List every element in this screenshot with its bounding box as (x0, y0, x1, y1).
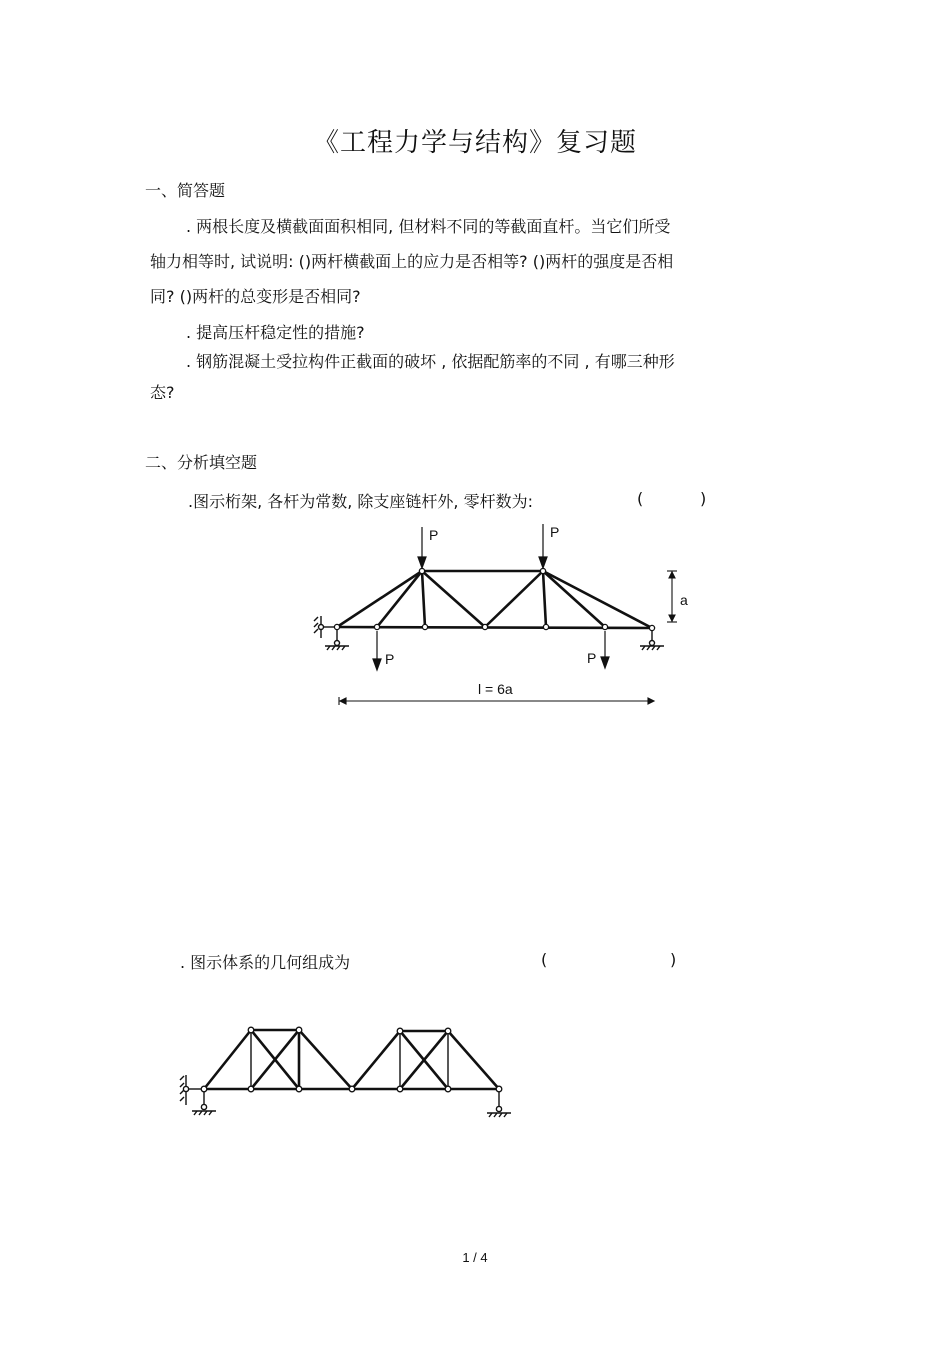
section-heading-2: 二、分析填空题 (145, 453, 258, 472)
answer-bracket-close-1: ) (700, 489, 707, 508)
span-label: l = 6a (478, 681, 513, 697)
answer-bracket-open-2: ( (541, 950, 548, 969)
question-3-line-1: . 钢筋混凝土受拉构件正截面的破坏 , 依据配筋率的不同 , 有哪三种形 (186, 352, 675, 371)
page-title: 《工程力学与结构》复习题 (312, 128, 637, 158)
answer-bracket-close-2: ) (670, 950, 677, 969)
height-label: a (680, 592, 688, 608)
question-3-line-2: 态? (150, 383, 175, 402)
load-label-bottom-left: P (385, 651, 395, 667)
question-2: . 提高压杆稳定性的措施? (186, 323, 365, 342)
answer-bracket-open-1: ( (637, 489, 644, 508)
load-label-bottom-right: P (587, 650, 597, 666)
question-1-line-1: . 两根长度及横截面面积相同, 但材料不同的等截面直杆。当它们所受 (186, 217, 671, 236)
question-1-line-3: 同? ()两杆的总变形是否相同? (150, 287, 361, 306)
load-label-top-left: P (429, 527, 439, 543)
page-number: 1 / 4 (462, 1250, 488, 1265)
load-label-top-right: P (550, 524, 560, 540)
question-1-line-2: 轴力相等时, 试说明: ()两杆横截面上的应力是否相等? ()两杆的强度是否相 (150, 252, 674, 271)
fill-question-2: . 图示体系的几何组成为 (180, 953, 351, 972)
section-heading-1: 一、简答题 (145, 181, 226, 200)
fill-question-1: .图示桁架, 各杆为常数, 除支座链杆外, 零杆数为: (188, 492, 533, 511)
